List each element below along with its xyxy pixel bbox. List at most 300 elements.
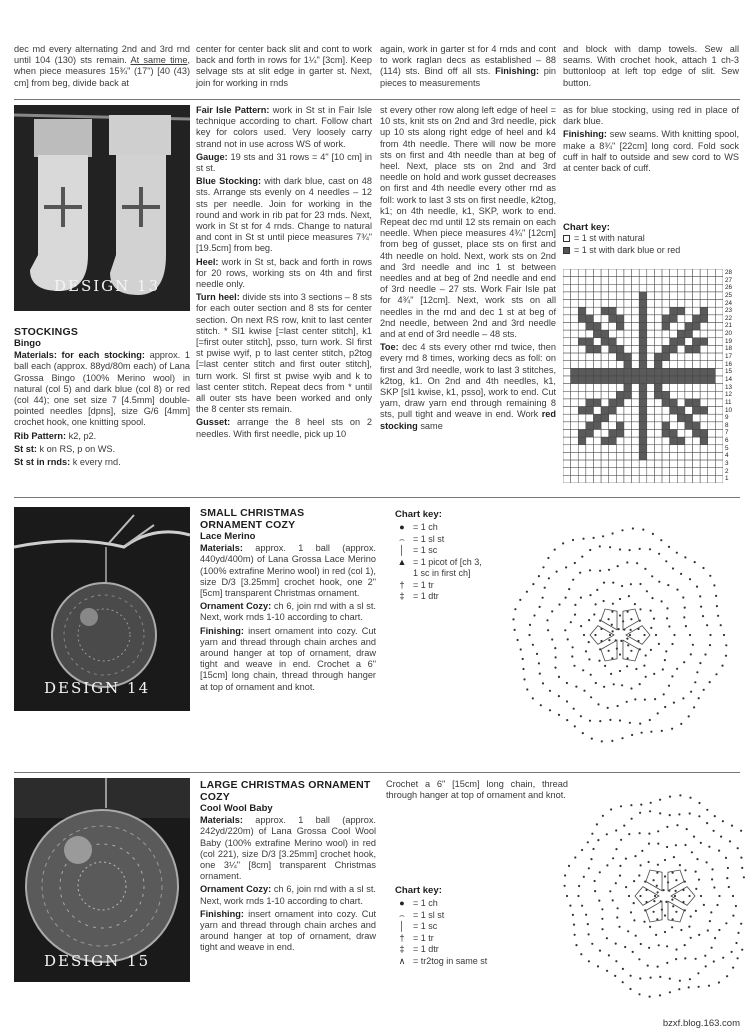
chart-cell-dark [609, 315, 617, 323]
large-chart-stitch [656, 885, 658, 887]
large-chart-stitch [659, 976, 661, 978]
chart-cell-natural [624, 399, 632, 407]
large-chart-stitch [628, 895, 630, 897]
chart-cell-dark [693, 422, 701, 430]
chart-cell-dark [639, 353, 647, 361]
large-chart-stitch [630, 804, 632, 806]
large-chart-stitch [619, 875, 621, 877]
large-chart-stitch [606, 833, 608, 835]
chart-cell-natural [593, 391, 601, 399]
chart-cell-natural [593, 307, 601, 315]
large-chart-stitch [684, 944, 686, 946]
small-chart-stitch [571, 655, 573, 657]
small-chart-stitch [628, 595, 630, 597]
chart-row-number: 14 [725, 375, 733, 383]
chart-cell-dark [616, 391, 624, 399]
small-chart-stitch [619, 614, 621, 616]
small-chart-stitch [715, 673, 717, 675]
chart-cell-natural [609, 468, 617, 476]
chart-row-number: 2 [725, 467, 729, 475]
chart-cell-natural [670, 422, 678, 430]
chart-cell-dark [639, 292, 647, 300]
small-chart-stitch [532, 583, 534, 585]
large-chart-stitch [725, 922, 727, 924]
large-chart-stitch [614, 975, 616, 977]
chart-cell-natural [708, 300, 716, 308]
chart-cell-natural [708, 460, 716, 468]
chart-cell-dark [639, 307, 647, 315]
small-chart-stitch [608, 569, 610, 571]
small-chart-stitch [583, 634, 585, 636]
chart-cell-natural [670, 292, 678, 300]
chart-cell-natural [708, 399, 716, 407]
single-crochet-icon: │ [399, 921, 405, 932]
large-chart-stitch [643, 921, 645, 923]
chart-cell-natural [578, 445, 586, 453]
chart-cell-natural [715, 414, 723, 422]
small-chart-stitch [630, 583, 632, 585]
chart-cell-natural [662, 269, 670, 277]
chart-cell-natural [616, 277, 624, 285]
small-chart-stitch [573, 708, 575, 710]
chart-cell-natural [586, 284, 594, 292]
large-chart-stitch [666, 826, 668, 828]
chart-cell-natural [647, 399, 655, 407]
small-chart-stitch [668, 685, 670, 687]
chart-cell-dark [662, 368, 670, 376]
chart-cell-natural [700, 391, 708, 399]
large-chart-stitch [629, 988, 631, 990]
chart-cell-natural [715, 430, 723, 438]
large-chart-stitch [625, 858, 627, 860]
single-crochet-icon: │ [399, 545, 405, 556]
large-chart-stitch [574, 856, 576, 858]
small-chart-stitch [512, 618, 514, 620]
small-chart-stitch [660, 539, 662, 541]
chart-cell-natural [708, 391, 716, 399]
small-chart-stitch [580, 597, 582, 599]
large-chart-stitch [647, 965, 649, 967]
large-chart-stitch [653, 900, 655, 902]
large-chart-stitch [573, 924, 575, 926]
chart-row-number: 1 [725, 475, 729, 483]
chart-cell-dark [578, 407, 586, 415]
large-chart-stitch [698, 815, 700, 817]
chart-cell-dark [654, 384, 662, 392]
chart-cell-natural [715, 468, 723, 476]
small-chart-stitch [554, 549, 556, 551]
large-chart-stitch [686, 828, 688, 830]
chart-cell-natural [616, 292, 624, 300]
small-chart-stitch [709, 681, 711, 683]
small-chart-stitch [558, 676, 560, 678]
large-chart-stitch [598, 900, 600, 902]
small-chart-stitch [532, 697, 534, 699]
small-chart-stitch [671, 728, 673, 730]
large-chart-stitch [674, 895, 676, 897]
chart-cell-natural [632, 384, 640, 392]
large-chart-stitch [569, 905, 571, 907]
chart-cell-natural [563, 307, 571, 315]
small-chart-stitch [572, 646, 574, 648]
stockings-photo [14, 105, 190, 311]
small-chart-stitch [715, 595, 717, 597]
small-chart-stitch [558, 695, 560, 697]
chart-cell-natural [624, 330, 632, 338]
small-chart-stitch [582, 538, 584, 540]
chart-cell-natural [563, 292, 571, 300]
design14-chart-key: Chart key: ● = 1 ch ⌢ = 1 sl st │ = 1 sc ▲ = 1 picot of [ch 3, 1 sc in first ch] † = 1 tr ‡ = 1 dtr [395, 509, 505, 603]
chart-row-number: 27 [725, 276, 733, 284]
chart-row-number: 13 [725, 383, 733, 391]
chart-cell-natural [677, 361, 685, 369]
small-chart-stitch [619, 548, 621, 550]
large-chart-stitch [684, 869, 686, 871]
chart-cell-dark [639, 414, 647, 422]
large-chart-stitch [648, 833, 650, 835]
large-chart-stitch [632, 951, 634, 953]
chart-cell-natural [693, 468, 701, 476]
small-chart-stitch [551, 638, 553, 640]
small-chart-stitch [514, 608, 516, 610]
chart-cell-natural [632, 353, 640, 361]
large-chart-stitch [633, 919, 635, 921]
chart-cell-dark [593, 414, 601, 422]
large-chart-stitch [713, 830, 715, 832]
chart-cell-dark [662, 422, 670, 430]
small-chart-stitch [706, 624, 708, 626]
small-chart-stitch [630, 618, 632, 620]
chart-cell-natural [700, 414, 708, 422]
large-chart-stitch [666, 846, 668, 848]
large-chart-stitch [708, 846, 710, 848]
chart-cell-natural [571, 300, 579, 308]
chart-cell-dark [586, 422, 594, 430]
small-chart-stitch [657, 712, 659, 714]
small-chart-stitch [607, 707, 609, 709]
chart-cell-natural [647, 284, 655, 292]
chart-cell-natural [647, 468, 655, 476]
large-chart-stitch [566, 895, 568, 897]
chart-cell-natural [715, 307, 723, 315]
chart-cell-natural [616, 330, 624, 338]
chart-cell-natural [616, 338, 624, 346]
large-chart-stitch [718, 929, 720, 931]
chart-cell-natural [563, 384, 571, 392]
large-chart-stitch [737, 847, 739, 849]
chart-cell-natural [715, 292, 723, 300]
chart-cell-natural [662, 330, 670, 338]
chart-cell-natural [647, 460, 655, 468]
large-chart-stitch [623, 825, 625, 827]
chart-cell-dark [593, 399, 601, 407]
small-chart-stitch [641, 732, 643, 734]
chart-cell-natural [647, 292, 655, 300]
chart-cell-natural [677, 345, 685, 353]
chart-cell-natural [616, 445, 624, 453]
small-chart-stitch [651, 597, 653, 599]
chart-cell-dark [624, 368, 632, 376]
chart-row-number: 28 [725, 269, 733, 276]
chart-cell-natural [601, 353, 609, 361]
chart-cell-dark [593, 330, 601, 338]
chart-cell-natural [708, 353, 716, 361]
large-chart-stitch [631, 818, 633, 820]
chart-cell-natural [593, 452, 601, 460]
large-chart-stitch [669, 814, 671, 816]
small-chart-stitch [608, 650, 610, 652]
chart-row-number: 7 [725, 429, 729, 437]
chart-cell-natural [654, 430, 662, 438]
small-chart-stitch [565, 597, 567, 599]
chart-cell-natural [586, 269, 594, 277]
chart-cell-natural [571, 460, 579, 468]
large-chart-stitch [649, 996, 651, 998]
chart-cell-dark [677, 368, 685, 376]
small-chart-stitch [611, 657, 613, 659]
small-chart-stitch [574, 614, 576, 616]
small-chart-stitch [645, 654, 647, 656]
chart-cell-natural [632, 475, 640, 483]
chart-cell-dark [677, 307, 685, 315]
chart-cell-natural [708, 437, 716, 445]
chart-cell-dark [601, 368, 609, 376]
small-chart-stitch [585, 650, 587, 652]
chart-cell-natural [578, 414, 586, 422]
large-chart-stitch [696, 858, 698, 860]
chart-cell-natural [715, 315, 723, 323]
chart-cell-dark [578, 307, 586, 315]
chart-cell-dark [693, 338, 701, 346]
chart-cell-natural [578, 345, 586, 353]
chart-cell-natural [563, 315, 571, 323]
chart-cell-natural [654, 468, 662, 476]
chart-cell-natural [616, 468, 624, 476]
chart-cell-natural [677, 399, 685, 407]
large-chart-stitch [704, 955, 706, 957]
large-chart-stitch [697, 972, 699, 974]
large-chart-stitch [678, 813, 680, 815]
chart-cell-natural [571, 307, 579, 315]
chart-cell-natural [662, 445, 670, 453]
chart-cell-natural [700, 284, 708, 292]
chart-cell-dark [601, 407, 609, 415]
chart-cell-natural [677, 422, 685, 430]
small-chart-stitch [540, 704, 542, 706]
chart-cell-natural [715, 422, 723, 430]
small-chart-stitch [583, 690, 585, 692]
chart-cell-natural [571, 284, 579, 292]
chart-row-number: 5 [725, 444, 729, 452]
chart-cell-natural [571, 353, 579, 361]
chart-cell-dark [624, 376, 632, 384]
chart-cell-natural [677, 468, 685, 476]
chart-cell-natural [708, 445, 716, 453]
small-chart-stitch [619, 598, 621, 600]
large-chart-stitch [741, 867, 743, 869]
chart-cell-natural [700, 460, 708, 468]
small-chart-stitch [582, 669, 584, 671]
large-chart-stitch [688, 986, 690, 988]
chart-cell-natural [654, 345, 662, 353]
key-dark: = 1 st with dark blue or red [563, 245, 739, 257]
chart-cell-natural [624, 345, 632, 353]
chart-cell-natural [662, 414, 670, 422]
chart-cell-natural [693, 391, 701, 399]
chart-cell-natural [563, 437, 571, 445]
small-chart-stitch [655, 634, 657, 636]
chart-cell-natural [586, 445, 594, 453]
large-chart-stitch [581, 905, 583, 907]
chart-cell-natural [616, 384, 624, 392]
small-chart-stitch [639, 608, 641, 610]
chart-cell-natural [593, 284, 601, 292]
large-chart-stitch [657, 864, 659, 866]
small-chart-stitch [617, 565, 619, 567]
chart-cell-natural [632, 292, 640, 300]
large-chart-stitch [657, 843, 659, 845]
large-chart-stitch [669, 991, 671, 993]
large-chart-stitch [713, 960, 715, 962]
large-chart-stitch [615, 960, 617, 962]
chart-cell-natural [609, 353, 617, 361]
chart-cell-natural [578, 452, 586, 460]
small-chart-stitch [658, 553, 660, 555]
chart-cell-natural [632, 437, 640, 445]
chart-cell-natural [693, 437, 701, 445]
large-chart-stitch [690, 915, 692, 917]
small-chart-stitch [609, 546, 611, 548]
small-chart-stitch [573, 665, 575, 667]
chart-cell-natural [715, 437, 723, 445]
chart-cell-natural [616, 269, 624, 277]
chart-cell-natural [616, 452, 624, 460]
chart-cell-natural [586, 460, 594, 468]
small-chart-stitch [639, 583, 641, 585]
page-footer-url: bzxf.blog.163.com [662, 1017, 740, 1029]
small-chart-stitch [612, 603, 614, 605]
small-chart-stitch [593, 537, 595, 539]
chart-cell-natural [654, 323, 662, 331]
small-chart-stitch [653, 673, 655, 675]
chart-cell-natural [609, 284, 617, 292]
small-chart-stitch [608, 618, 610, 620]
chart-cell-natural [586, 384, 594, 392]
chart-cell-natural [708, 277, 716, 285]
chart-cell-natural [624, 430, 632, 438]
chart-cell-natural [715, 338, 723, 346]
chart-cell-natural [670, 323, 678, 331]
chart-cell-natural [578, 391, 586, 399]
small-chart-stitch [609, 634, 611, 636]
small-chart-stitch [626, 561, 628, 563]
small-chart-stitch [581, 556, 583, 558]
chart-cell-natural [586, 330, 594, 338]
chart-cell-dark [647, 368, 655, 376]
small-chart-stitch [610, 673, 612, 675]
chart-cell-natural [563, 414, 571, 422]
large-chart-stitch [732, 915, 734, 917]
small-chart-stitch [544, 587, 546, 589]
chart-cell-dark [616, 315, 624, 323]
chart-row-number: 12 [725, 391, 733, 399]
small-chart-stitch [696, 671, 698, 673]
large-chart-stitch [706, 822, 708, 824]
small-chart-stitch [651, 575, 653, 577]
chart-cell-natural [624, 414, 632, 422]
chart-cell-natural [601, 391, 609, 399]
chart-cell-natural [700, 353, 708, 361]
small-chart-stitch [611, 611, 613, 613]
large-chart-stitch [679, 864, 681, 866]
chart-cell-natural [571, 422, 579, 430]
large-chart-stitch [675, 911, 677, 913]
chart-cell-natural [571, 315, 579, 323]
chart-cell-natural [654, 292, 662, 300]
chart-cell-natural [670, 460, 678, 468]
chart-cell-dark [639, 330, 647, 338]
large-chart-stitch [591, 833, 593, 835]
chart-cell-natural [624, 307, 632, 315]
chart-cell-natural [616, 437, 624, 445]
slip-stitch-icon: ⌢ [399, 533, 405, 544]
chart-cell-natural [693, 292, 701, 300]
chart-cell-natural [662, 300, 670, 308]
chart-cell-natural [563, 338, 571, 346]
small-chart-stitch [591, 738, 593, 740]
small-chart-stitch [574, 604, 576, 606]
chart-cell-dark [662, 315, 670, 323]
small-chart-stitch [662, 668, 664, 670]
chart-row-number: 6 [725, 437, 729, 445]
small-chart-stitch [639, 723, 641, 725]
small-chart-stitch [533, 614, 535, 616]
small-chart-stitch [698, 697, 700, 699]
chart-cell-dark [624, 384, 632, 392]
large-chart-stitch [688, 926, 690, 928]
chart-row-number: 22 [725, 314, 733, 322]
chart-cell-natural [609, 292, 617, 300]
chart-cell-dark [616, 399, 624, 407]
chart-cell-natural [578, 468, 586, 476]
chart-cell-dark [639, 323, 647, 331]
large-chart-stitch [597, 839, 599, 841]
chart-cell-natural [632, 460, 640, 468]
chart-cell-natural [578, 277, 586, 285]
small-chart-stitch [665, 650, 667, 652]
large-chart-stitch [602, 815, 604, 817]
top-col-1: dec md every alternating 2nd and 3rd rnd until 104 (130) sts remain. At same time, when piece measures 15¾" (17") [40 (43) cm] from beg, divide back at [14, 44, 191, 88]
chart-cell-dark [685, 376, 693, 384]
chart-row-number: 3 [725, 460, 729, 468]
crochet-chart-14 [470, 505, 740, 755]
chart-cell-natural [708, 384, 716, 392]
small-chart-stitch [558, 714, 560, 716]
small-chart-stitch [520, 648, 522, 650]
chart-cell-dark [685, 368, 693, 376]
chart-cell-dark [601, 437, 609, 445]
small-chart-stitch [599, 545, 601, 547]
large-chart-stitch [587, 841, 589, 843]
large-chart-stitch [601, 918, 603, 920]
small-chart-stitch [567, 638, 569, 640]
chart-cell-natural [662, 468, 670, 476]
chart-cell-natural [677, 353, 685, 361]
small-chart-stitch [604, 665, 606, 667]
small-chart-stitch [665, 560, 667, 562]
chart-cell-dark [639, 345, 647, 353]
chart-cell-dark [654, 353, 662, 361]
